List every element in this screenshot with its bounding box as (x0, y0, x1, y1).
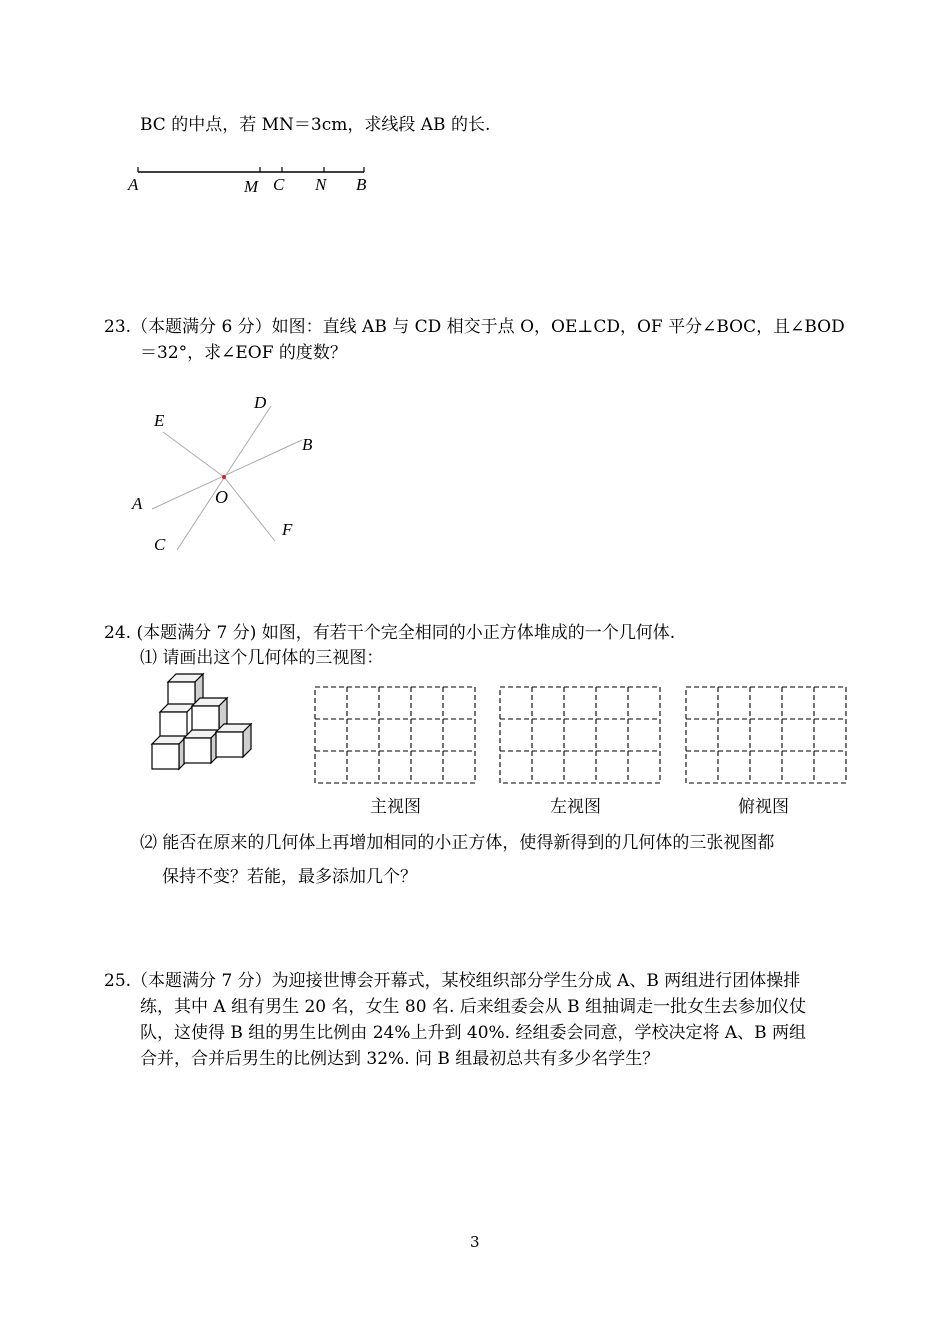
caption-front-view: 主视图 (370, 797, 421, 817)
q25-line1: 25.（本题满分 7 分）为迎接世博会开幕式，某校组织部分学生分成 A、B 两组进行团体操排 (104, 971, 801, 991)
cube-stack-figure (148, 672, 256, 776)
point-o (222, 475, 226, 479)
label-b: B (356, 175, 367, 194)
label-b: B (302, 435, 313, 454)
caption-top-view: 俯视图 (738, 797, 789, 817)
label-n: N (315, 175, 327, 194)
page-number: 3 (470, 1233, 480, 1251)
q23-angle-figure (120, 388, 330, 563)
q24-part1: ⑴ 请画出这个几何体的三视图： (140, 648, 384, 668)
q24-part2-line2: 保持不变？若能，最多添加几个？ (162, 867, 417, 887)
label-d: D (254, 393, 267, 412)
label-a: A (128, 175, 139, 194)
q22-text: BC 的中点，若 MN＝3cm，求线段 AB 的长. (140, 115, 491, 135)
q23-line1: 23.（本题满分 6 分）如图：直线 AB 与 CD 相交于点 O，OE⊥CD，OF 平分∠BOC，且∠BOD (104, 317, 845, 337)
ray-of (224, 477, 275, 541)
grid-left-view[interactable] (499, 686, 661, 784)
label-f: F (282, 520, 293, 539)
q24-part2-line1: ⑵ 能否在原来的几何体上再增加相同的小正方体，使得新得到的几何体的三张视图都 (140, 833, 775, 853)
grid-front-view[interactable] (314, 686, 476, 784)
q22-segment-figure (120, 160, 380, 200)
caption-left-view: 左视图 (550, 797, 601, 817)
q25-line4: 合并，合并后男生的比例达到 32%. 问 B 组最初总共有多少名学生？ (140, 1049, 660, 1069)
label-c: C (273, 175, 285, 194)
label-a: A (132, 494, 143, 513)
q25-line3: 队，这使得 B 组的男生比例由 24%上升到 40%. 经组委会同意，学校决定将 A、B 两组 (140, 1023, 807, 1043)
q23-line2: ＝32°，求∠EOF 的度数？ (140, 343, 347, 363)
label-o: O (215, 487, 228, 507)
label-c: C (154, 535, 166, 554)
grid-top-view[interactable] (685, 686, 847, 784)
label-m: M (244, 177, 259, 196)
q25-line2: 练，其中 A 组有男生 20 名，女生 80 名. 后来组委会从 B 组抽调走一批女生去参加仪仗 (140, 997, 807, 1017)
ray-oe (163, 432, 224, 477)
q24-line1: 24. (本题满分 7 分) 如图，有若干个完全相同的小正方体堆成的一个几何体. (104, 623, 676, 643)
label-e: E (154, 411, 165, 430)
